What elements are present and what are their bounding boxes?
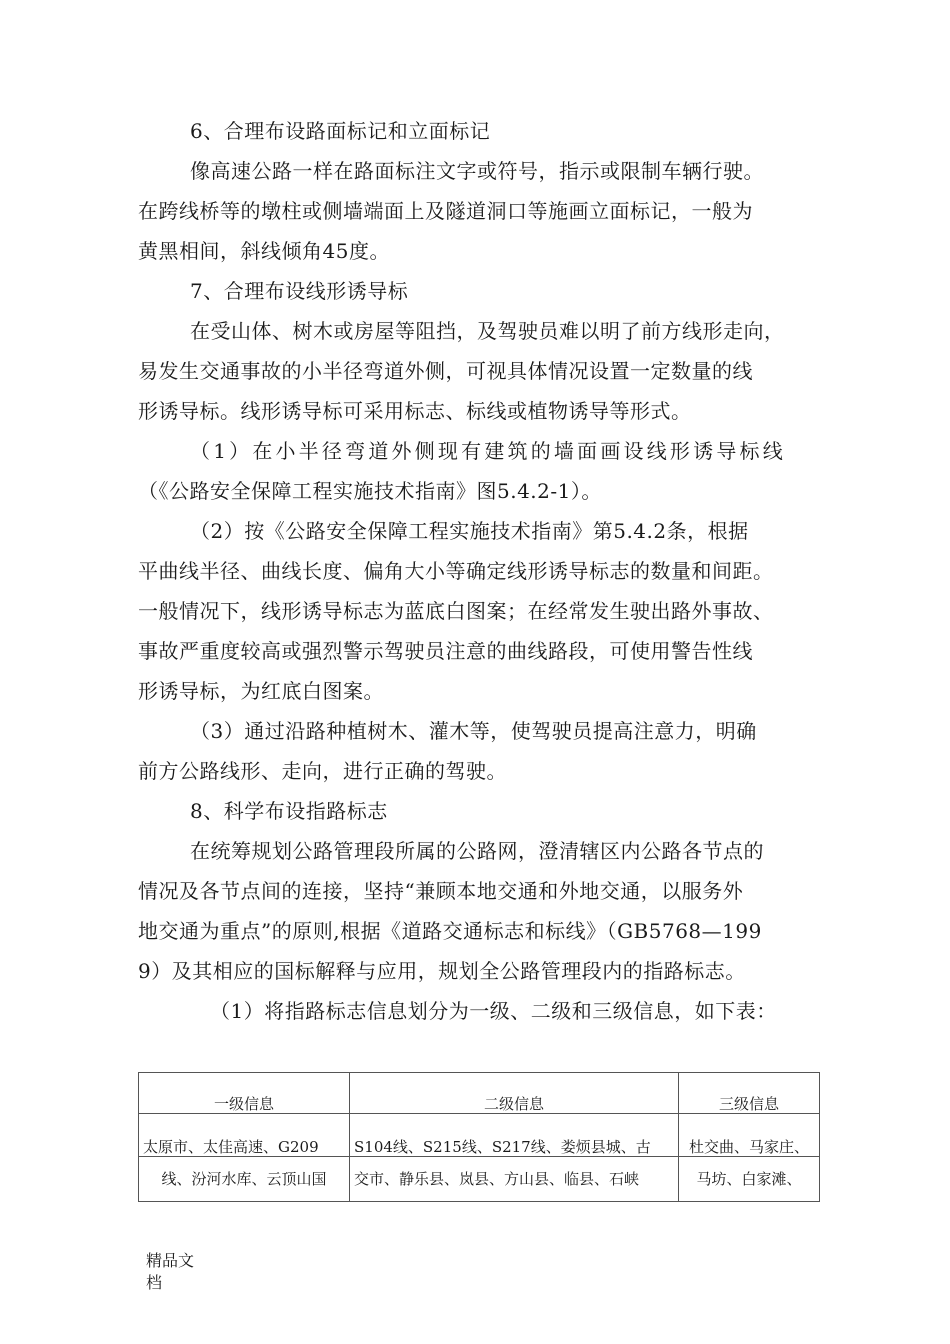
paragraph-line: 在受山体、树木或房屋等阻挡，及驾驶员难以明了前方线形走向， <box>190 319 785 343</box>
paragraph-line: 像高速公路一样在路面标注文字或符号，指示或限制车辆行驶。 <box>190 159 764 183</box>
paragraph-line: 黄黑相间，斜线倾角45度。 <box>138 239 390 263</box>
paragraph-line: （《公路安全保障工程实施技术指南》图5.4.2-1）。 <box>138 479 602 503</box>
paragraph-line: 在跨线桥等的墩柱或侧墙端面上及隧道洞口等施画立面标记，一般为 <box>138 199 753 223</box>
paragraph-line: 一般情况下，线形诱导标志为蓝底白图案；在经常发生驶出路外事故、 <box>138 599 774 623</box>
info-levels-table <box>138 1072 820 1202</box>
paragraph-line: 形诱导标。线形诱导标可采用标志、标线或植物诱导等形式。 <box>138 399 692 423</box>
paragraph-line: 9）及其相应的国标解释与应用，规划全公路管理段内的指路标志。 <box>138 959 746 983</box>
table-header-cell: 三级信息 <box>679 1073 820 1114</box>
table-cell: 线、汾河水库、云顶山国 <box>139 1157 350 1202</box>
paragraph-line: （1）在小半径弯道外侧现有建筑的墙面画设线形诱导标线 <box>190 439 786 463</box>
footer-line: 档 <box>146 1273 163 1292</box>
table-row <box>139 1114 820 1157</box>
paragraph-line: （3）通过沿路种植树木、灌木等，使驾驶员提高注意力，明确 <box>190 719 757 743</box>
table-cell: 交市、静乐县、岚县、方山县、临县、石峡 <box>350 1157 679 1202</box>
paragraph-line: 易发生交通事故的小半径弯道外侧，可视具体情况设置一定数量的线 <box>138 359 753 383</box>
paragraph-line: 前方公路线形、走向，进行正确的驾驶。 <box>138 759 507 783</box>
heading-6: 6、合理布设路面标记和立面标记 <box>190 119 491 143</box>
table-cell: 马坊、白家滩、 <box>679 1157 820 1202</box>
table-header-row <box>139 1073 820 1114</box>
heading-7: 7、合理布设线形诱导标 <box>190 279 409 303</box>
paragraph-line: 平曲线半径、曲线长度、偏角大小等确定线形诱导标志的数量和间距。 <box>138 559 774 583</box>
paragraph-line: 形诱导标，为红底白图案。 <box>138 679 384 703</box>
paragraph-line: 情况及各节点间的连接，坚持“兼顾本地交通和外地交通，以服务外 <box>138 879 744 903</box>
table-cell: 太原市、太佳高速、G209 <box>139 1114 350 1157</box>
table-header-cell: 一级信息 <box>139 1073 350 1114</box>
table-cell: 杜交曲、马家庄、 <box>679 1114 820 1157</box>
table-row <box>139 1157 820 1202</box>
paragraph-line: （1）将指路标志信息划分为一级、二级和三级信息，如下表： <box>210 999 777 1023</box>
footer-note <box>146 1250 194 1294</box>
footer-line: 精品文 <box>146 1251 195 1270</box>
paragraph-line: （2）按《公路安全保障工程实施技术指南》第5.4.2条，根据 <box>190 519 749 543</box>
paragraph-line: 事故严重度较高或强烈警示驾驶员注意的曲线路段，可使用警告性线 <box>138 639 753 663</box>
table-header-cell: 二级信息 <box>350 1073 679 1114</box>
table-cell: S104线、S215线、S217线、娄烦县城、古 <box>350 1114 679 1157</box>
paragraph-line: 在统筹规划公路管理段所属的公路网，澄清辖区内公路各节点的 <box>190 839 764 863</box>
heading-8: 8、科学布设指路标志 <box>190 799 388 823</box>
paragraph-line: 地交通为重点”的原则,根据《道路交通标志和标线》（GB5768—199 <box>138 919 762 943</box>
